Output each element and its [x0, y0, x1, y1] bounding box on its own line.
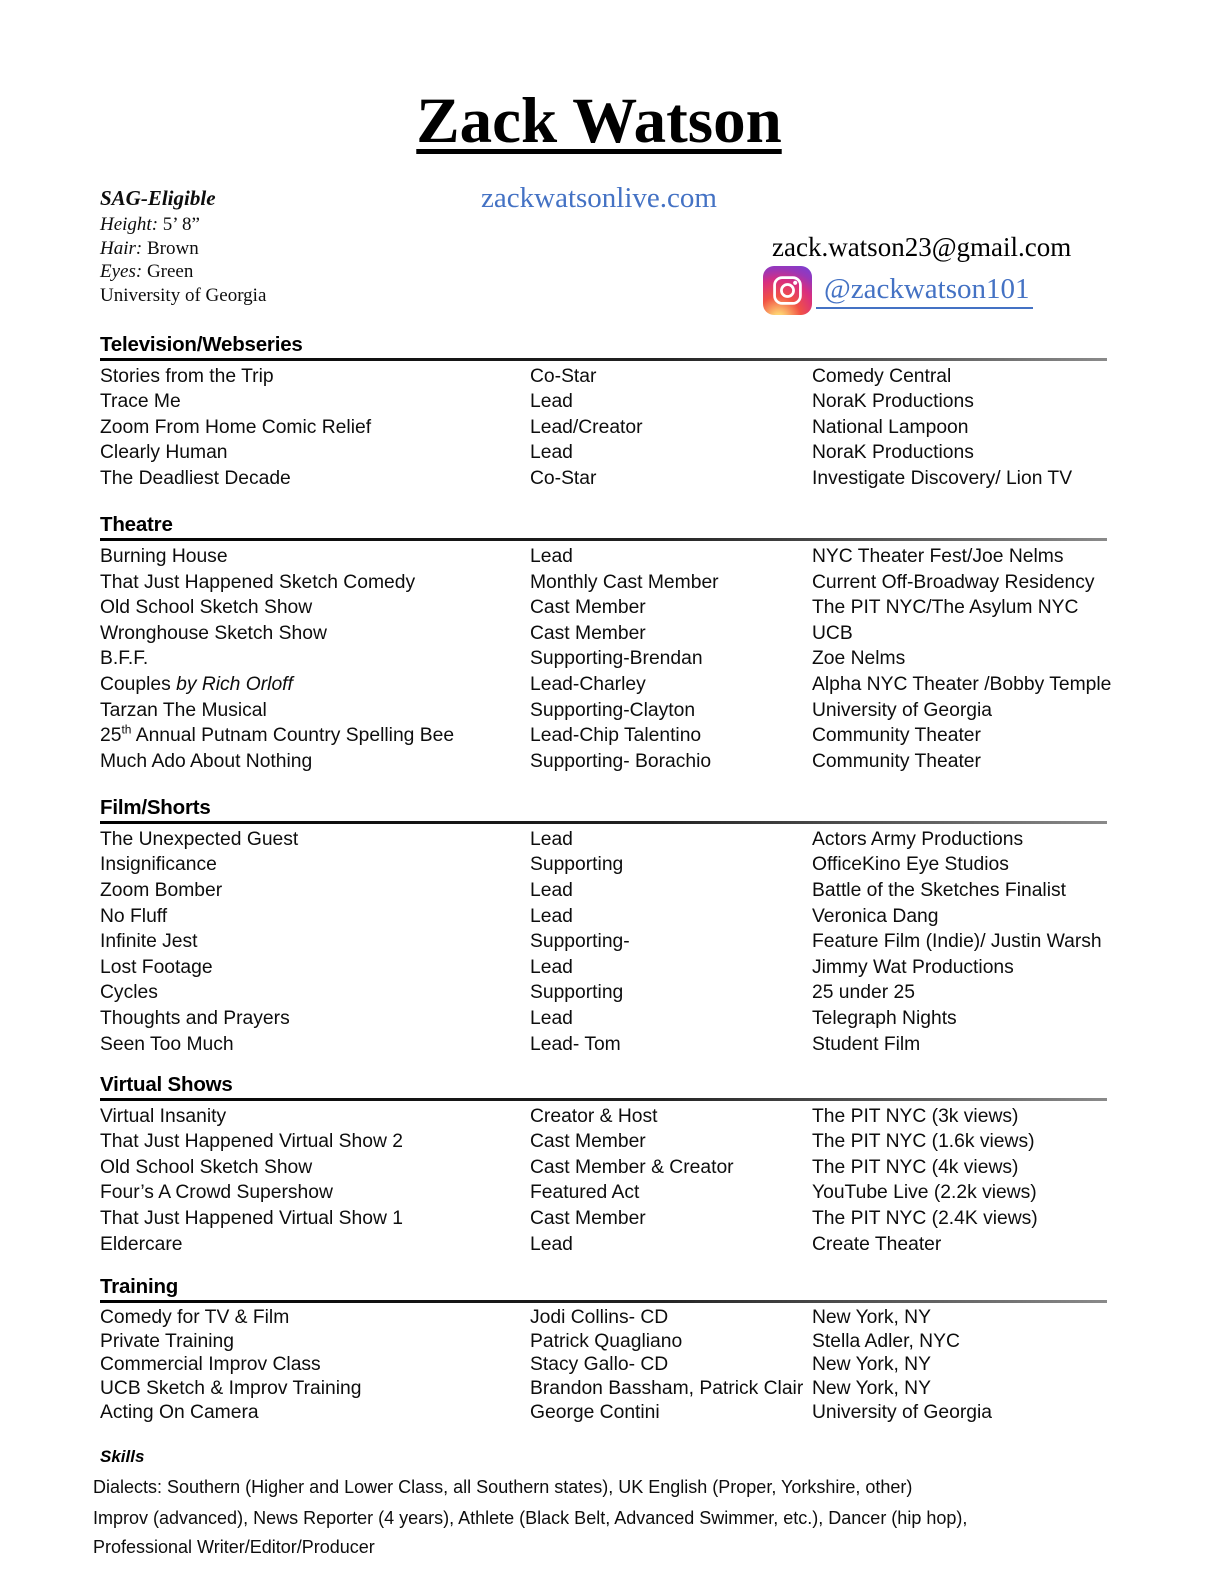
credit-company: Community Theater [812, 750, 981, 772]
credit-row [100, 364, 1124, 390]
instagram-handle-link[interactable]: @zackwatson101 [816, 273, 1033, 309]
credit-role: Featured Act [530, 1182, 640, 1204]
credit-title: Clearly Human [100, 442, 228, 464]
credit-rows [100, 1104, 1224, 1258]
credit-title: Infinite Jest [100, 931, 198, 953]
credit-row [100, 1232, 1124, 1258]
credit-row [100, 1180, 1124, 1206]
section-title: Virtual Shows [100, 1073, 233, 1097]
attribute-height [100, 213, 266, 237]
attribute-label: Eyes: [100, 261, 143, 282]
attribute-value: Brown [146, 237, 199, 259]
credit-title: That Just Happened Virtual Show 2 [100, 1131, 403, 1153]
credit-company: Student Film [812, 1033, 921, 1055]
credit-company: The PIT NYC (1.6k views) [812, 1131, 1035, 1153]
credit-role: Lead [530, 442, 573, 464]
credit-title: Acting On Camera [100, 1401, 259, 1423]
credit-company: Current Off-Broadway Residency [812, 571, 1095, 593]
attribute-label: Height: [100, 214, 159, 235]
credit-company: OfficeKino Eye Studios [812, 854, 1009, 876]
credit-role: Supporting- Borachio [530, 750, 712, 772]
credit-role: Co-Star [530, 467, 597, 489]
credit-row [100, 1306, 1124, 1330]
resume-sections [0, 333, 1224, 1425]
credit-row [100, 827, 1124, 853]
section-title: Training [100, 1275, 179, 1299]
credit-title: Stories from the Trip [100, 365, 274, 387]
credit-row [100, 1104, 1124, 1130]
section-rule [100, 538, 1107, 541]
credit-title: That Just Happened Sketch Comedy [100, 571, 416, 593]
credit-title: Seen Too Much [100, 1033, 234, 1055]
credit-title: The Unexpected Guest [100, 828, 299, 850]
credit-role: Patrick Quagliano [530, 1330, 683, 1352]
credit-row [100, 1377, 1124, 1401]
credit-title: Couples by Rich Orloff [100, 673, 293, 695]
credit-company: Veronica Dang [812, 905, 939, 927]
credit-company: New York, NY [812, 1378, 931, 1400]
credit-company: The PIT NYC (4k views) [812, 1156, 1019, 1178]
credit-role: Brandon Bassham, Patrick Clair [530, 1378, 804, 1400]
credit-role: Lead- Tom [530, 1033, 621, 1055]
section-title: Theatre [100, 513, 173, 537]
credit-title: Thoughts and Prayers [100, 1007, 290, 1029]
credit-title: Lost Footage [100, 956, 213, 978]
credit-title: Trace Me [100, 391, 181, 413]
credit-role: Creator & Host [530, 1105, 658, 1127]
website-link[interactable]: zackwatsonlive.com [481, 182, 717, 214]
credit-title: B.F.F. [100, 648, 149, 670]
credit-role: Lead [530, 956, 573, 978]
section-title: Film/Shorts [100, 796, 211, 820]
credit-role: Lead [530, 391, 573, 413]
credit-role: Lead [530, 880, 573, 901]
credit-row [100, 1330, 1124, 1354]
credit-row [100, 544, 1124, 570]
credit-row [100, 415, 1124, 441]
credit-role: Supporting-Clayton [530, 699, 696, 721]
attribute-label: Hair: [100, 237, 143, 259]
credit-rows [100, 827, 1224, 1057]
credit-row [100, 1401, 1124, 1425]
credit-row [100, 672, 1124, 698]
credit-role: Lead-Charley [530, 673, 646, 695]
credit-role: Supporting [530, 982, 624, 1004]
credit-row [100, 852, 1124, 878]
credit-title: Virtual Insanity [100, 1105, 227, 1127]
section-rule [100, 1098, 1107, 1101]
credit-company: Actors Army Productions [812, 828, 1024, 850]
credit-role: Supporting-Brendan [530, 648, 703, 670]
credit-title: Zoom Bomber [100, 880, 223, 901]
credit-rows [100, 544, 1224, 774]
credit-role: Co-Star [530, 365, 597, 387]
credit-company: Telegraph Nights [812, 1007, 957, 1029]
credit-role: Jodi Collins- CD [530, 1306, 669, 1328]
credit-role: Cast Member [530, 622, 646, 644]
personal-attributes [100, 213, 266, 307]
credit-title: Four’s A Crowd Supershow [100, 1182, 333, 1204]
credit-company: The PIT NYC (2.4K views) [812, 1208, 1038, 1230]
section-rule [100, 358, 1107, 361]
credit-company: University of Georgia [812, 1401, 993, 1423]
credit-company: NoraK Productions [812, 442, 974, 464]
credit-title: Wronghouse Sketch Show [100, 622, 327, 644]
attribute-value: Green [146, 261, 194, 282]
skills-section [93, 1447, 1224, 1562]
credit-company: Feature Film (Indie)/ Justin Warsh [812, 931, 1102, 953]
credit-company: Jimmy Wat Productions [812, 956, 1014, 978]
credit-company: The PIT NYC (3k views) [812, 1105, 1019, 1127]
credit-rows [100, 364, 1224, 492]
credit-row [100, 570, 1124, 596]
attribute-value: 5’ 8” [162, 214, 200, 235]
credit-row [100, 1032, 1124, 1058]
credit-company: 25 under 25 [812, 982, 915, 1004]
attribute-eyes [100, 260, 266, 284]
section-rule [100, 1300, 1107, 1303]
credit-row [100, 389, 1124, 415]
credit-role: Cast Member [530, 597, 646, 619]
credit-row [100, 1353, 1124, 1377]
credit-row [100, 621, 1124, 647]
credit-company: Investigate Discovery/ Lion TV [812, 467, 1073, 489]
credit-row [100, 929, 1124, 955]
credit-company: YouTube Live (2.2k views) [812, 1182, 1037, 1204]
credit-title: Zoom From Home Comic Relief [100, 416, 372, 438]
credit-row [100, 1155, 1124, 1181]
instagram-row [763, 266, 1033, 315]
credit-company: Alpha NYC Theater /Bobby Temple [812, 673, 1112, 695]
credit-title: Cycles [100, 982, 158, 1004]
credit-title: UCB Sketch & Improv Training [100, 1378, 362, 1400]
section-training [100, 1275, 1224, 1424]
credit-role: Cast Member [530, 1208, 646, 1230]
section-virtual-shows [100, 1073, 1224, 1257]
credit-title: Tarzan The Musical [100, 699, 267, 721]
credit-row [100, 646, 1124, 672]
section-rule [100, 821, 1107, 824]
credit-role: Monthly Cast Member [530, 571, 719, 593]
credit-row [100, 1129, 1124, 1155]
section-film-shorts [100, 796, 1224, 1057]
credit-title: No Fluff [100, 905, 168, 927]
credit-title: Much Ado About Nothing [100, 750, 313, 772]
credit-company: Battle of the Sketches Finalist [812, 880, 1066, 901]
credit-company: New York, NY [812, 1306, 931, 1328]
section-title: Television/Webseries [100, 333, 303, 356]
credit-title: Private Training [100, 1330, 234, 1352]
credit-role: Stacy Gallo- CD [530, 1354, 669, 1376]
credit-row [100, 904, 1124, 930]
resume-header [0, 0, 1224, 333]
credit-company: Community Theater [812, 725, 981, 747]
credit-role: Lead [530, 905, 573, 927]
credit-row [100, 749, 1124, 775]
credit-title: 25th Annual Putnam Country Spelling Bee [100, 722, 455, 747]
credit-role: Cast Member & Creator [530, 1156, 734, 1178]
credit-role: George Contini [530, 1401, 660, 1423]
credit-company: UCB [812, 622, 853, 644]
credit-role: Supporting [530, 854, 624, 876]
credit-company: Comedy Central [812, 365, 952, 387]
instagram-icon [763, 266, 812, 315]
credit-row [100, 878, 1124, 904]
attribute-hair [100, 237, 266, 261]
credit-row [100, 1206, 1124, 1232]
credit-title: Comedy for TV & Film [100, 1306, 290, 1328]
skills-title: Skills [100, 1446, 145, 1466]
credit-company: NYC Theater Fest/Joe Nelms [812, 545, 1064, 567]
credit-role: Lead/Creator [530, 416, 643, 438]
credit-company: University of Georgia [812, 699, 993, 721]
credit-role: Lead [530, 1233, 573, 1255]
credit-title: Burning House [100, 545, 228, 567]
skills-other: Improv (advanced), News Reporter (4 years), Athlete (Black Belt, Advanced Swimmer, etc.), Dancer (hip hop), Professional Writer/Editor/Producer [93, 1507, 968, 1557]
credit-role: Lead [530, 828, 573, 850]
credit-title: Commercial Improv Class [100, 1354, 321, 1376]
page-title: Zack Watson [416, 85, 782, 157]
credit-rows [100, 1306, 1224, 1425]
credit-row [100, 698, 1124, 724]
credit-title: The Deadliest Decade [100, 467, 291, 489]
sag-status: SAG-Eligible [100, 186, 216, 210]
credit-role: Supporting- [530, 931, 630, 953]
credit-company: National Lampoon [812, 416, 969, 438]
skills-dialects: Dialects: Southern (Higher and Lower Class, all Southern states), UK English (Proper, Yorkshire, other) [93, 1476, 913, 1497]
credit-row [100, 440, 1124, 466]
credit-role: Lead [530, 1007, 573, 1029]
section-television-webseries [100, 333, 1224, 491]
credit-row [100, 1006, 1124, 1032]
education: University of Georgia [100, 284, 267, 306]
credit-title: Eldercare [100, 1233, 183, 1255]
credit-company: NoraK Productions [812, 391, 974, 413]
credit-company: New York, NY [812, 1354, 931, 1376]
credit-role: Cast Member [530, 1131, 646, 1153]
credit-company: Create Theater [812, 1233, 942, 1255]
credit-row [100, 955, 1124, 981]
email-address: zack.watson23@gmail.com [772, 232, 1072, 262]
credit-role: Lead [530, 545, 573, 567]
credit-role: Lead-Chip Talentino [530, 725, 702, 747]
credit-company: The PIT NYC/The Asylum NYC [812, 597, 1079, 619]
credit-title: Old School Sketch Show [100, 597, 313, 619]
credit-company: Stella Adler, NYC [812, 1330, 960, 1352]
credit-row [100, 980, 1124, 1006]
credit-title: Insignificance [100, 854, 217, 876]
section-theatre [100, 513, 1224, 774]
credit-row [100, 723, 1124, 749]
credit-title: Old School Sketch Show [100, 1156, 313, 1178]
credit-company: Zoe Nelms [812, 648, 906, 670]
credit-row [100, 466, 1124, 492]
credit-title: That Just Happened Virtual Show 1 [100, 1208, 403, 1230]
credit-row [100, 595, 1124, 621]
